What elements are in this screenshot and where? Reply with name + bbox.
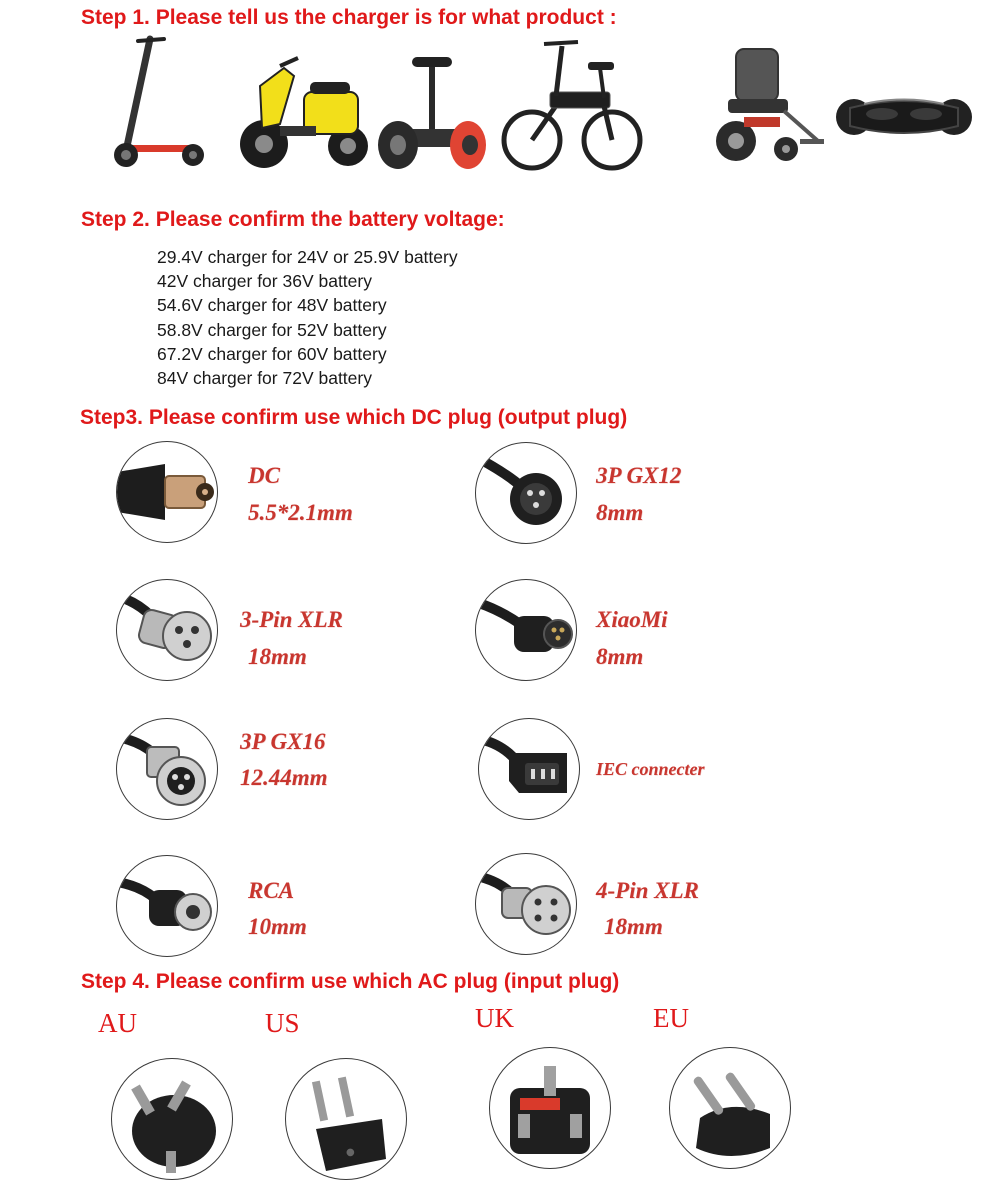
au-plug-icon — [111, 1058, 233, 1180]
folding-ebike-icon — [500, 36, 645, 172]
ac-plug-label-au: AU — [98, 1008, 137, 1038]
iec-plug-icon — [478, 718, 580, 820]
plug-size: 12.44mm — [240, 765, 328, 790]
rca-plug-icon — [116, 855, 218, 957]
plug-size: 18mm — [604, 914, 663, 939]
voltage-item: 42V charger for 36V battery — [157, 271, 372, 292]
us-plug-icon — [285, 1058, 407, 1180]
gx12-plug-icon — [475, 442, 577, 544]
plug-name: XiaoMi — [596, 607, 668, 632]
ac-plug-label-uk: UK — [475, 1003, 514, 1033]
voltage-list — [157, 245, 458, 390]
step2-title: Step 2. Please confirm the battery voltage: — [81, 208, 505, 231]
electric-moped-icon — [240, 46, 370, 172]
step3-title: Step3. Please confirm use which DC plug (output plug) — [80, 406, 628, 429]
voltage-item: 54.6V charger for 48V battery — [157, 295, 387, 316]
xlr3-plug-icon — [116, 579, 218, 681]
step1-title: Step 1. Please tell us the charger is for what product : — [81, 6, 617, 29]
plug-size: 18mm — [248, 644, 307, 669]
electric-wheelchair-icon — [706, 45, 826, 165]
kick-scooter-icon — [108, 33, 208, 173]
self-balancing-scooter-icon — [378, 53, 488, 171]
voltage-item: 84V charger for 72V battery — [157, 367, 372, 388]
plug-size: 8mm — [596, 644, 644, 669]
plug-size: 8mm — [596, 500, 644, 525]
plug-name: 3P GX16 — [240, 729, 326, 754]
xiaomi-plug-icon — [475, 579, 577, 681]
plug-size: 5.5*2.1mm — [248, 500, 353, 525]
plug-name: DC — [248, 463, 280, 488]
plug-size: 10mm — [248, 914, 307, 939]
hoverboard-icon — [834, 96, 974, 138]
plug-name: 3-Pin XLR — [240, 607, 343, 632]
plug-name: RCA — [248, 878, 295, 903]
plug-name: 3P GX12 — [596, 463, 682, 488]
ac-plug-label-us: US — [265, 1008, 300, 1038]
svg-text:●: ● — [346, 1147, 355, 1158]
eu-plug-icon — [669, 1047, 791, 1169]
ac-plug-label-eu: EU — [653, 1003, 689, 1033]
dc-barrel-plug-icon — [116, 441, 218, 543]
plug-name: 4-Pin XLR — [596, 878, 699, 903]
xlr4-plug-icon — [475, 853, 577, 955]
uk-plug-icon — [489, 1047, 611, 1169]
voltage-item: 29.4V charger for 24V or 25.9V battery — [157, 247, 458, 267]
plug-name: IEC connecter — [596, 759, 705, 779]
gx16-plug-icon — [116, 718, 218, 820]
voltage-item: 58.8V charger for 52V battery — [157, 319, 387, 340]
voltage-item: 67.2V charger for 60V battery — [157, 343, 387, 364]
step4-title: Step 4. Please confirm use which AC plug (input plug) — [81, 970, 620, 993]
